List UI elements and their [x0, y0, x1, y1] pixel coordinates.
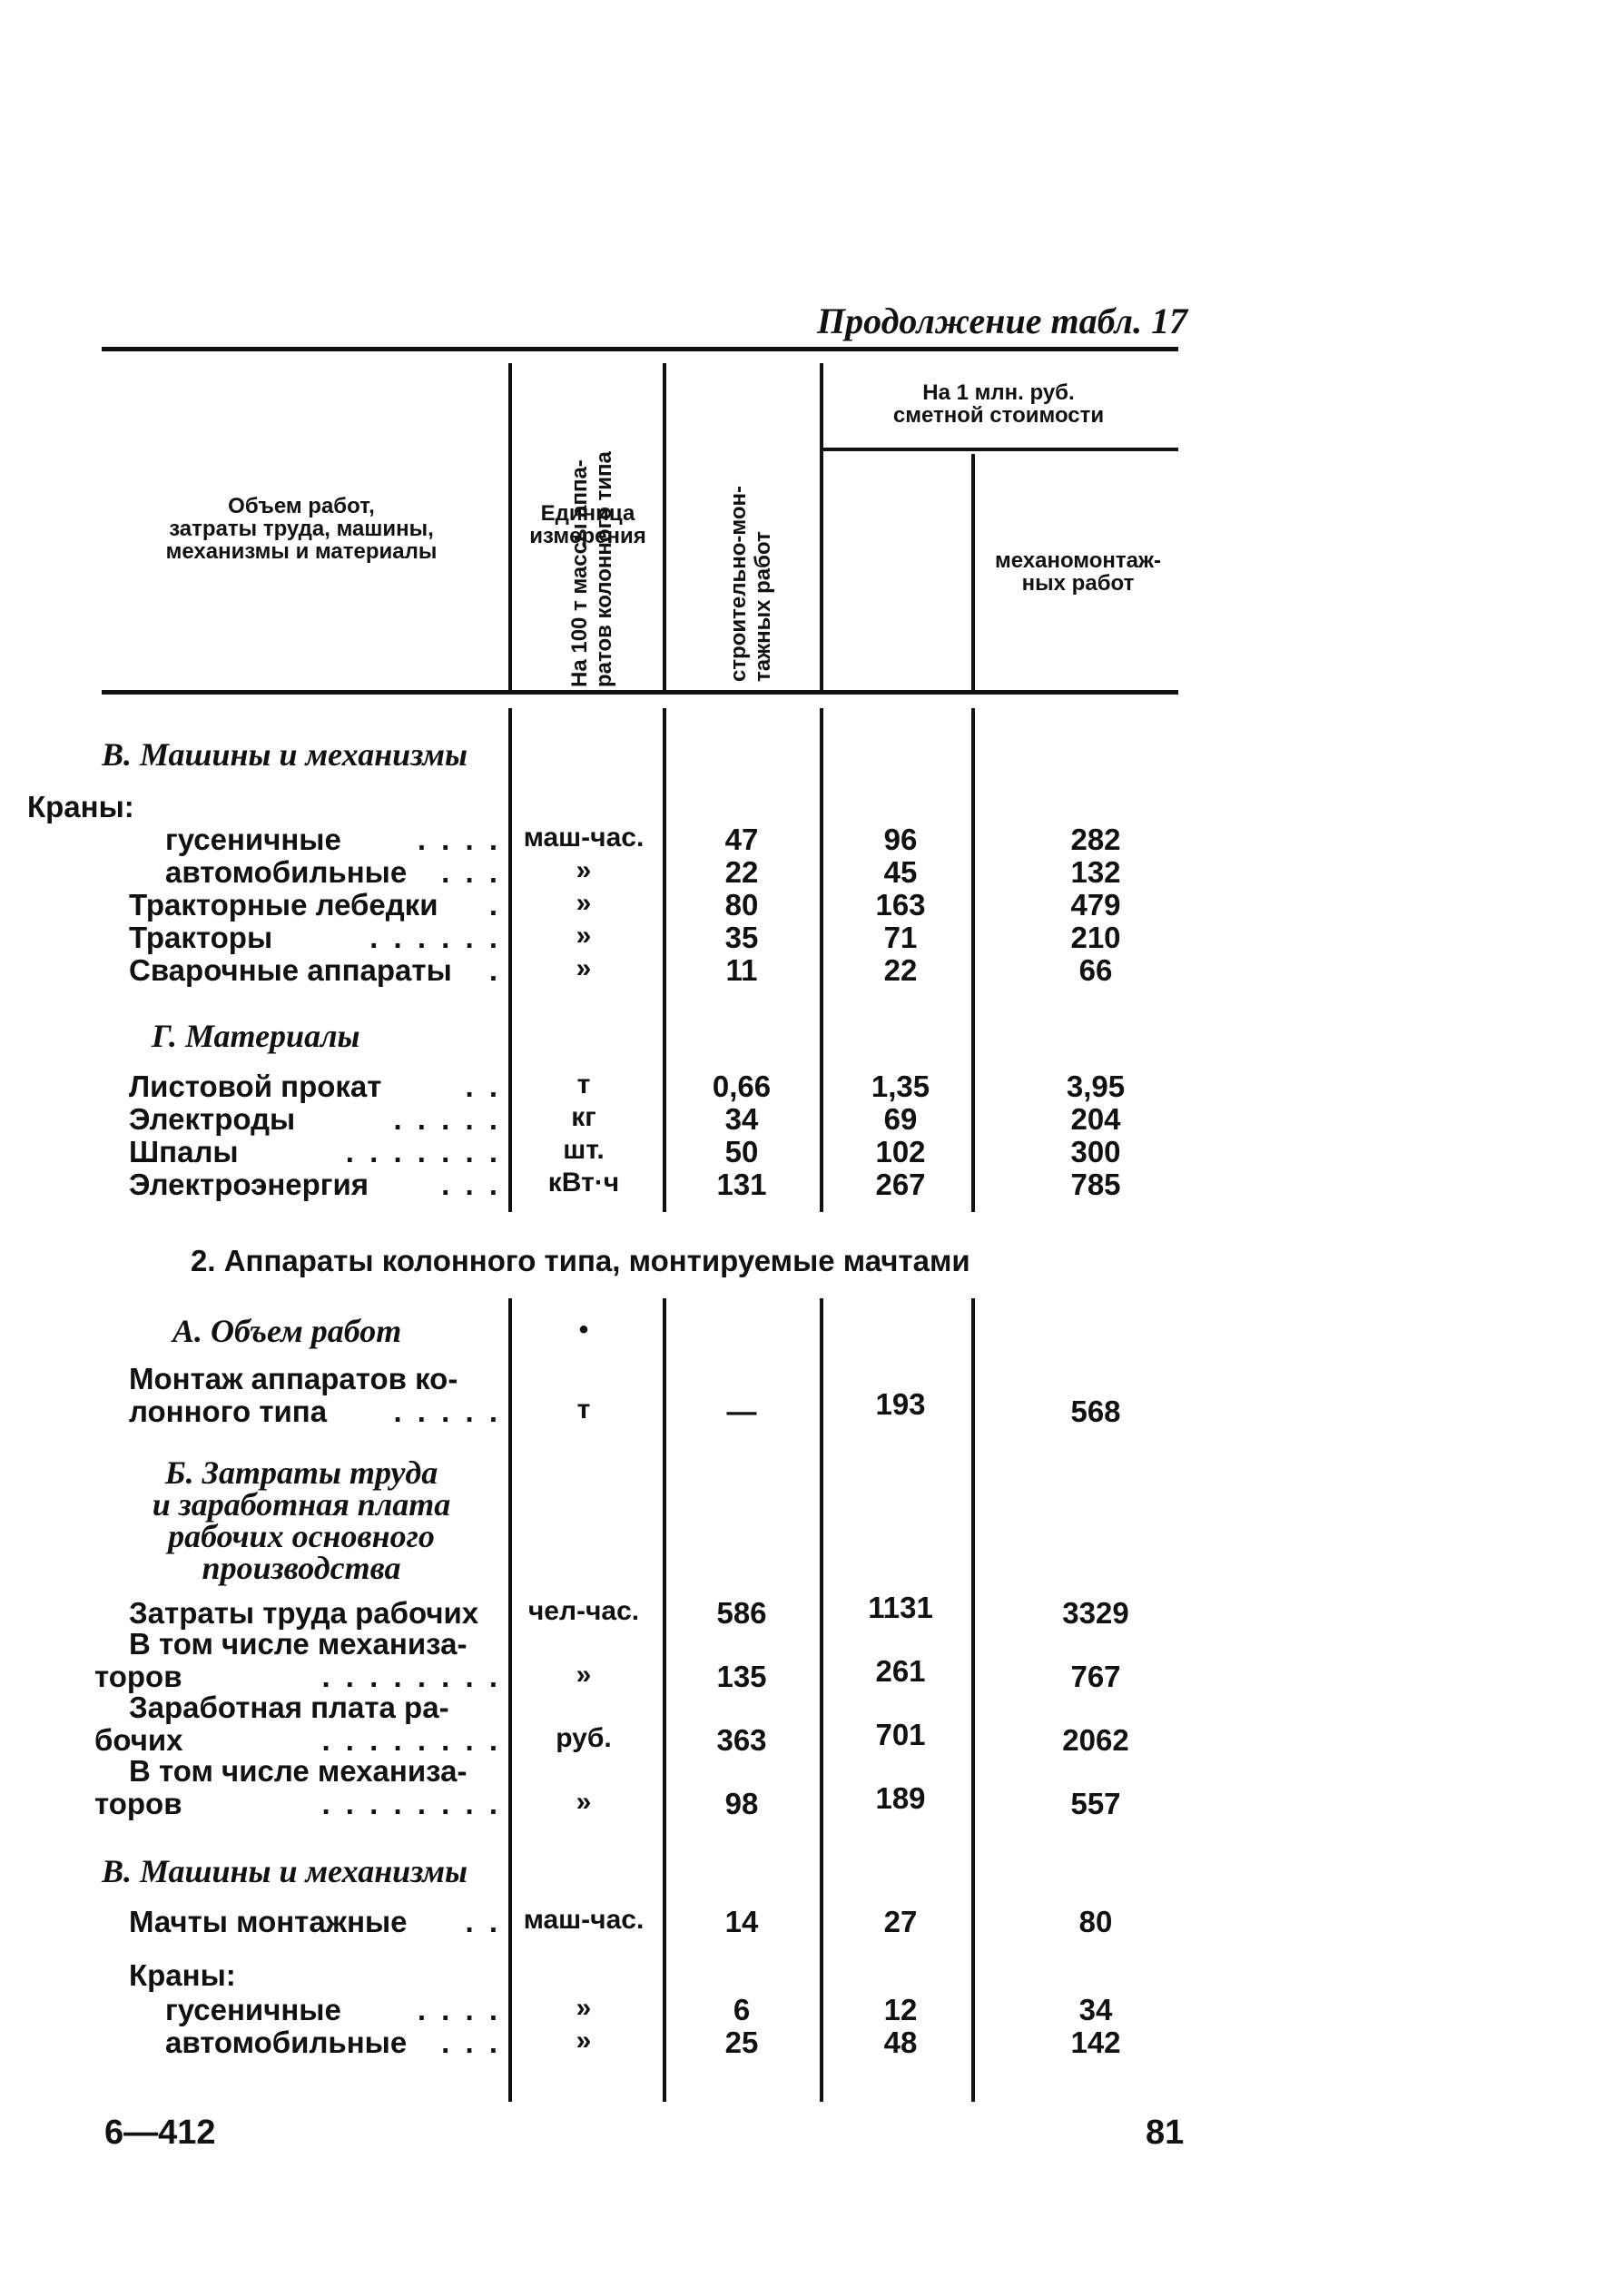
- section2-labor-title: Б. Затраты труда и заработная плата рабочих основного производства: [152, 1454, 451, 1586]
- table-row: Монтаж аппаратов ко-: [129, 1362, 458, 1395]
- table-row: торов . . . . . . . . » 98 189 557: [94, 1781, 1121, 1820]
- table-row: Электроэнергия . . . кВт·ч 131 267 785: [129, 1168, 1121, 1201]
- volume-unit-mark: •: [578, 1315, 589, 1345]
- table-caption: Продолжение табл. 17: [817, 301, 1188, 341]
- page-number: 81: [1146, 2114, 1185, 2152]
- table-row: торов . . . . . . . . » 135 261 767: [94, 1654, 1121, 1693]
- header-mech: механомонтаж- ных работ: [994, 548, 1162, 596]
- table-row: гусеничные . . . . маш-час. 47 96 282: [165, 823, 1121, 856]
- table-row: Тракторные лебедки . » 80 163 479: [129, 888, 1121, 922]
- section2-table: [94, 0, 1178, 2287]
- table-row: бочих . . . . . . . . руб. 363 701 2062: [94, 1718, 1129, 1757]
- header-build: строительно-мон- тажных работ: [726, 485, 775, 682]
- table-row: Шпалы . . . . . . . шт. 50 102 300: [129, 1135, 1121, 1168]
- table-row: В том числе механиза-: [129, 1627, 468, 1661]
- table-row: автомобильные . . . » 25 48 142: [165, 2026, 1121, 2059]
- header-name: Объем работ, затраты труда, машины, механизмы и материалы: [165, 494, 438, 564]
- table-row: Тракторы . . . . . . » 35 71 210: [129, 921, 1121, 954]
- table-row: Мачты монтажные . . маш-час. 14 27 80: [129, 1905, 1113, 1938]
- table-row: В том числе механиза-: [129, 1754, 468, 1788]
- table-row: Электроды . . . . . кг 34 69 204: [129, 1102, 1121, 1136]
- section2-title: 2. Аппараты колонного типа, монтируемые мачтами: [191, 1244, 970, 1277]
- section2-machines-title: В. Машины и механизмы: [102, 1853, 468, 1889]
- section2-volume-title: А. Объем работ: [172, 1313, 402, 1349]
- section2-cranes-label: Краны:: [129, 1958, 236, 1992]
- table-row: Затраты труда рабочих чел-час. 586 1131 3329: [129, 1591, 1129, 1630]
- section1-cranes-label: Краны:: [27, 790, 134, 823]
- header-unit: Единица измерения: [529, 501, 646, 548]
- footer-signature: 6—412: [104, 2114, 216, 2152]
- header-group: На 1 млн. руб. сметной стоимости: [892, 380, 1105, 428]
- table-row: Сварочные аппараты . » 11 22 66: [129, 953, 1113, 987]
- table-row: автомобильные . . . » 22 45 132: [165, 855, 1121, 889]
- table-row: лонного типа . . . . . т — 193 568: [129, 1387, 1121, 1428]
- table-row: Листовой прокат . . т 0,66 1,35 3,95: [129, 1070, 1126, 1103]
- section1-materials-title: Г. Материалы: [152, 1018, 360, 1054]
- section1-machines-title: В. Машины и механизмы: [102, 736, 468, 773]
- table-row: гусеничные . . . . » 6 12 34: [165, 1993, 1113, 2026]
- header-per100t: На 100 т массы аппа- ратов колонного типа: [567, 451, 616, 687]
- table-row: Заработная плата ра-: [129, 1691, 449, 1724]
